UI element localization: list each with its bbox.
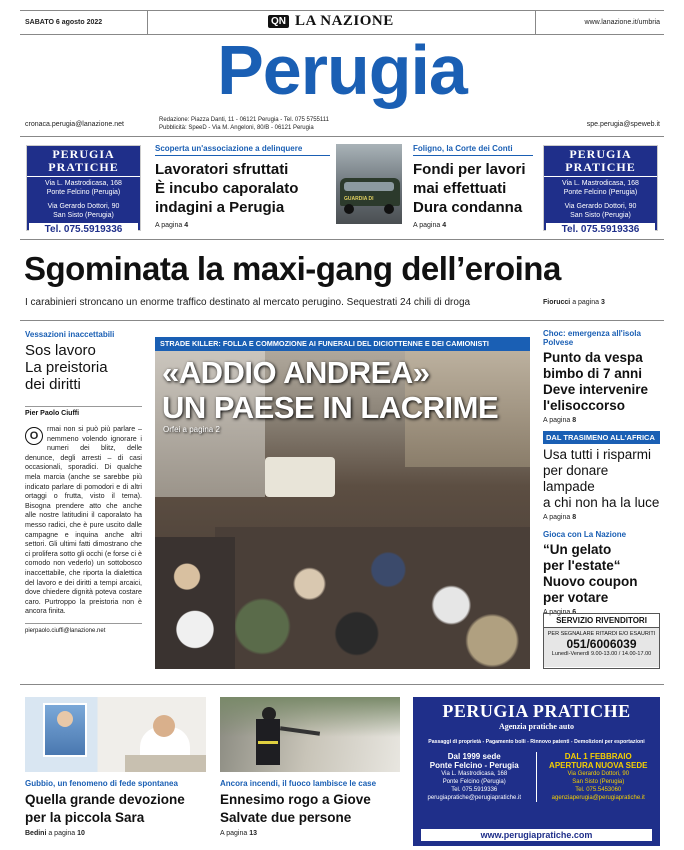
ad-perugia-pratiche-right[interactable]: PERUGIA PRATICHE Via L. Mastrodicasa, 168 Ponte Felcino (Perugia) Via Gerardo Dottori, 90 San Sisto (Perugia) Tel. 075.5919336 [543, 145, 658, 231]
site-url[interactable]: www.lanazione.it/umbria [584, 19, 660, 26]
ad-url[interactable]: www.perugiapratiche.com [421, 829, 652, 841]
email-right[interactable]: spe.perugia@speweb.it [586, 121, 660, 128]
issue-date: SABATO 6 agosto 2022 [25, 19, 103, 26]
editorial-column: Vessazioni inaccettabili Sos lavoro La preistoria dei diritti Pier Paolo Ciuffi O rmai non si può più parlare – nemmeno volendo ignorare i numeri dei blitz, delle denunce, degli arresti – di casi occasionali, sporadici. Di qualche mela marcia (anche se sarebbe più indicato parlare di pomodori e di altri ortaggi o frutta, visto il tema). Bisogna prendere atto che anche alle nostre latitudini il caporalato ha messo radici, che è pure uscito dalle campagne e inquina anche altri settori. Gli ultimi fatti dimostrano che ci prolifera sotto gli occhi (e forse ci è comodo non vederlo) un sottobosco inaccettabile, che riporta la dialettica del lavoro e dei diritti a tempi arcaici, dove chiedere dignità poteva costare caro. Purtroppo la preistoria non è ancora finita. pierpaolo.ciuffi@lanazione.net [25, 330, 142, 634]
article-corte-conti[interactable]: Foligno, la Corte dei Conti Fondi per lavori mai effettuati Dura condanna A pagina 4 [413, 144, 533, 229]
photo-byline: Orfei a pagina 2 [163, 425, 220, 434]
article-lampade[interactable]: DAL TRASIMENO ALL'AFRICA Usa tutti i risparmi per donare lampade a chi non ha la luce A pagina 8 [543, 433, 660, 521]
servizio-phone[interactable]: 051/6006039 [566, 637, 637, 651]
article-sara[interactable]: Gubbio, un fenomeno di fede spontanea Quella grande devozione per la piccola Sara Bedini a pagina 10 [25, 779, 185, 837]
sara-photo [25, 697, 206, 772]
right-column [543, 329, 660, 616]
photo-banner: STRADE KILLER: FOLLA E COMMOZIONE AI FUNERALI DEL DICIOTTENNE E DEI CAMIONISTI [155, 337, 530, 351]
article-incendio[interactable]: Ancora incendi, il fuoco lambisce le case Ennesimo rogo a Giove Salvate due persone A pagina 13 [220, 779, 377, 837]
lead-page-ref: Fiorucci a pagina 3 [543, 299, 605, 306]
redazione-info: Redazione: Piazza Danti, 11 - 06121 Perugia - Tel. 075 5755111 Pubblicità: SpeeD - Via M. Angeloni, 80/B - 06121 Perugia [159, 117, 330, 131]
servizio-rivenditori-box: SERVIZIO RIVENDITORI PER SEGNALARE RITARDI E/O ESAURITI 051/6006039 Lunedì-Venerdì 9.00-13.00 / 14.00-17.00 [543, 613, 660, 669]
article-caporalato[interactable]: Scoperta un'associazione a delinquere Lavoratori sfruttati È incubo caporalato indagini a Perugia A pagina 4 [155, 144, 330, 229]
newspaper-logo [268, 13, 394, 30]
editorial-title[interactable]: Sos lavoro La preistoria dei diritti [25, 342, 108, 393]
article-vespa[interactable]: Choc: emergenza all'isola Polvese Punto da vespa bimbo di 7 anni Deve intervenire l'elisoccorso A pagina 8 [543, 329, 649, 424]
email-left[interactable]: cronaca.perugia@lanazione.net [25, 121, 124, 128]
lead-headline[interactable]: Sgominata la maxi-gang dell’eroina [24, 250, 561, 287]
dropcap: O [25, 427, 43, 445]
ad-perugia-pratiche-big[interactable]: PERUGIA PRATICHE Agenzia pratiche auto Passaggi di proprietà - Pagamento bolli - Rinnovo patenti - Demolizioni per esportazioni Dal 1999 sede Ponte Felcino - Perugia Via L. Mastrodicasa, 168 Ponte Felcino (Perugia) Tel. 075.5919336 perugiapratiche@perugiapratiche.it DAL 1 FEBBRAIO APERTURA NUOVA SEDE Via Gerardo Dottori, 90 San Sisto (Perugia) Tel. 075.5453060 agenziaperugia@perugiapratiche.it www.perugiapratiche.com [413, 697, 660, 846]
newspaper-name: LA NAZIONE [295, 13, 394, 29]
article-gelato[interactable]: Gioca con La Nazione “Un gelato per l'estate“ Nuovo coupon per votare A pagina 6 [543, 530, 638, 616]
photo-headline[interactable]: «ADDIO ANDREA» UN PAESE IN LACRIME [162, 355, 499, 425]
editorial-email[interactable]: pierpaolo.ciuffi@lanazione.net [25, 623, 142, 634]
editorial-body: O rmai non si può più parlare – nemmeno volendo ignorare i numeri dei blitz, delle denunce, degli arresti – di casi occasionali, sporadici. Di qualche mela marcia (anche se sarebbe più indicato parlare di pomodori e di altri ortaggi o frutta, visto il tema). Bisogna prendere atto che anche alle nostre latitudini il caporalato ha messo radici, che è pure uscito dalle campagne e inquina anche altri settori. Gli ultimi fatti dimostrano che ci prolifera sotto gli occhi (e forse ci è comodo non vederlo) un sottobosco inaccettabile, che riporta la dialettica del lavoro e dei diritti a tempi arcaici, dove chiedere dignità poteva costare caro. Purtroppo la preistoria non è ancora finita. [25, 425, 142, 616]
edition-title: Perugia [217, 31, 467, 109]
editorial-author: Pier Paolo Ciuffi [25, 406, 142, 417]
police-car-photo: GUARDIA DI [336, 144, 402, 224]
qn-badge: QN [268, 15, 289, 28]
fire-photo [220, 697, 400, 772]
ad-perugia-pratiche-left[interactable]: PERUGIA PRATICHE Via L. Mastrodicasa, 168 Ponte Felcino (Perugia) Via Gerardo Dottori, 90 San Sisto (Perugia) Tel. 075.5919336 [26, 145, 141, 231]
lead-subheadline: I carabinieri stroncano un enorme traffico destinato al mercato perugino. Sequestrati 24 chili di droga [25, 297, 471, 308]
